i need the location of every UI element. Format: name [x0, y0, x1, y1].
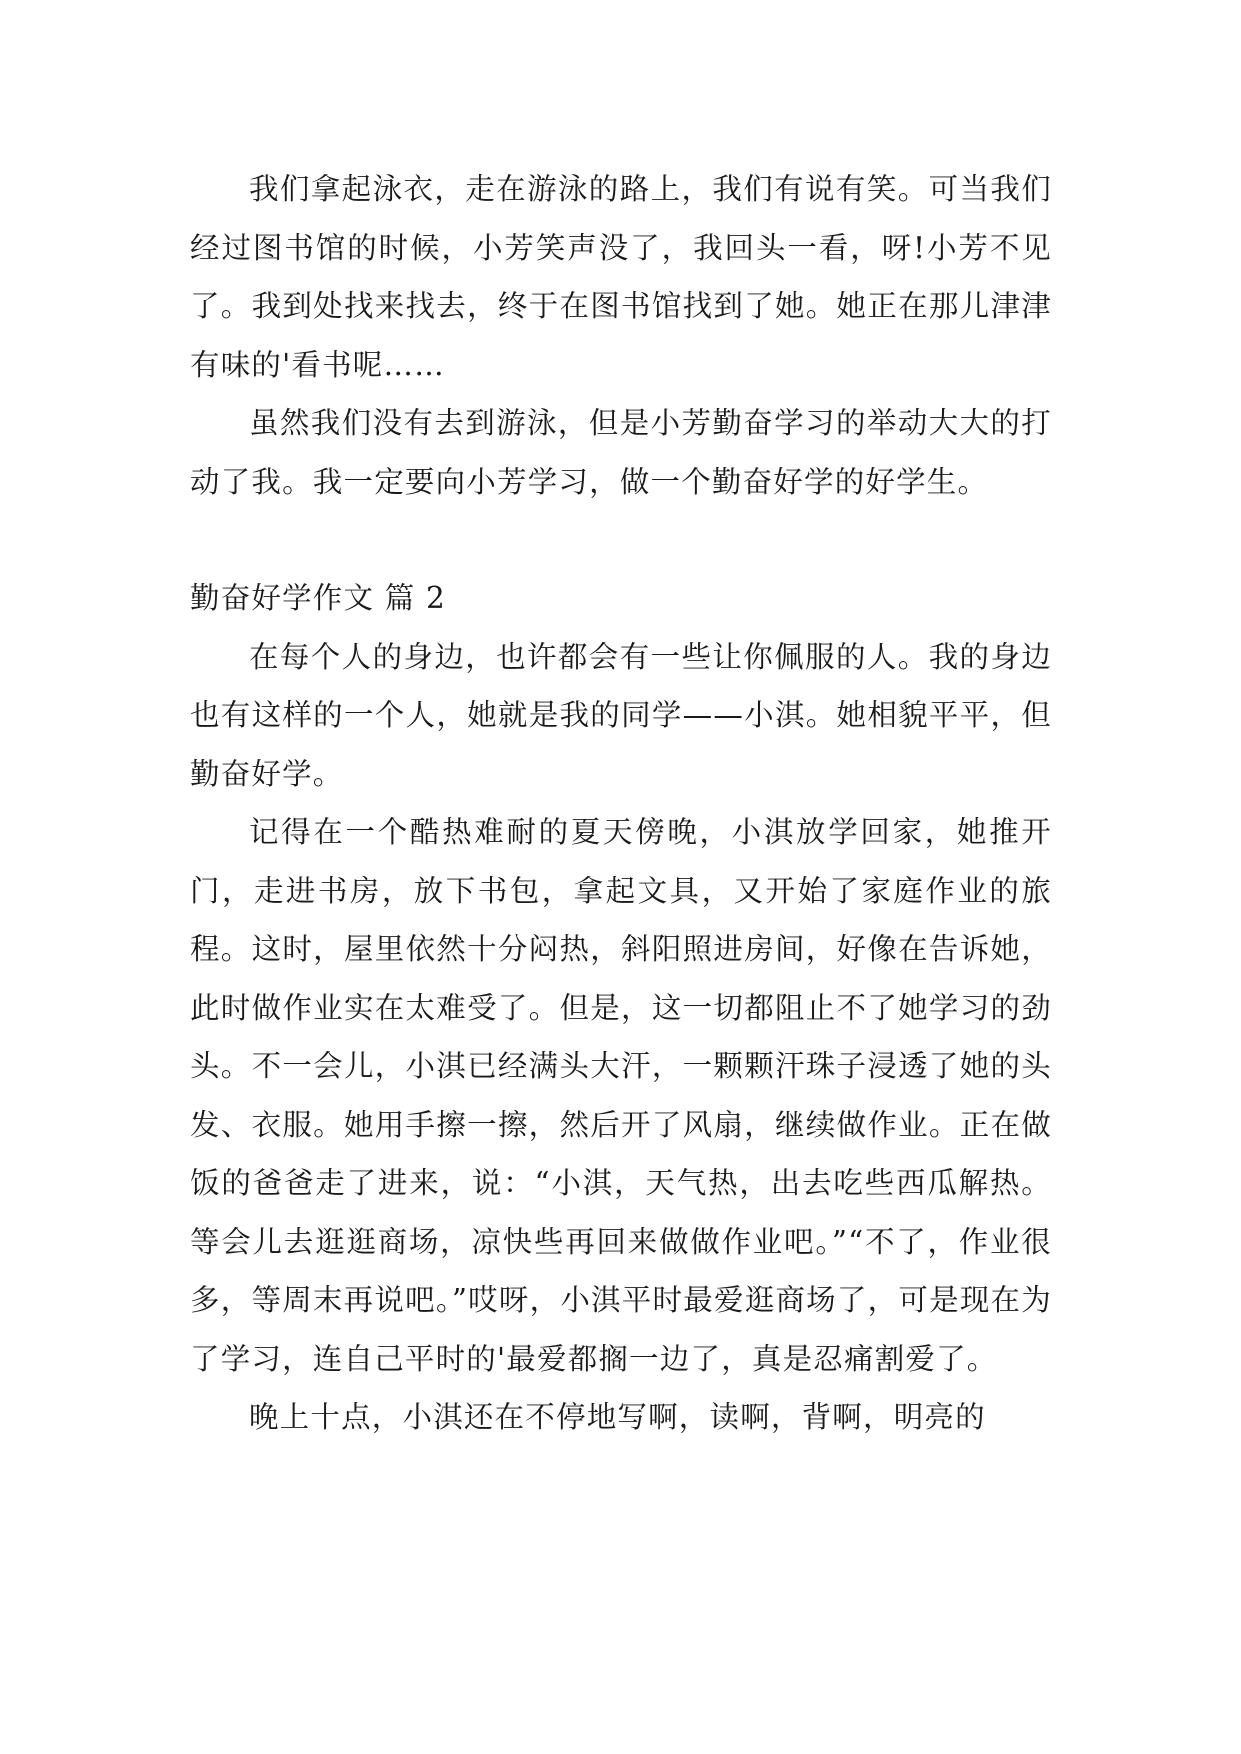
- paragraph-summer-evening: 记得在一个酷热难耐的夏天傍晚，小淇放学回家，她推开门，走进书房，放下书包，拿起文具，又开始了家庭作业的旅程。这时，屋里依然十分闷热，斜阳照进房间，好像在告诉她，此时做作业实在太难受了。但是，这一切都阻止不了她学习的劲头。不一会儿，小淇已经满头大汗，一颗颗汗珠子浸透了她的头发、衣服。她用手擦一擦，然后开了风扇，继续做作业。正在做饭的爸爸走了进来，说：“小淇，天气热，出去吃些西瓜解热。等会儿去逛逛商场，凉快些再回来做做作业吧。”“不了，作业很多，等周末再说吧。”哎呀，小淇平时最爱逛商场了，可是现在为了学习，连自己平时的'最爱都搁一边了，真是忍痛割爱了。: [190, 815, 1052, 1376]
- paragraph-ten-pm: 晚上十点，小淇还在不停地写啊，读啊，背啊，明亮的: [249, 1400, 986, 1434]
- paragraph-conclusion: 虽然我们没有去到游泳，但是小芳勤奋学习的举动大大的打动了我。我一定要向小芳学习，做一个勤奋好学的好学生。: [190, 406, 1052, 499]
- paragraph-intro: 在每个人的身边，也许都会有一些让你佩服的人。我的身边也有这样的一个人，她就是我的同学——小淇。她相貌平平，但勤奋好学。: [190, 639, 1052, 791]
- section-heading: 勤奋好学作文 篇 2: [190, 581, 447, 615]
- section-gap: [190, 511, 1052, 569]
- paragraph-swimming: 我们拿起泳衣，走在游泳的路上，我们有说有笑。可当我们经过图书馆的时候，小芳笑声没了，我回头一看，呀!小芳不见了。我到处找来找去，终于在图书馆找到了她。她正在那儿津津有味的'看书呢……: [190, 172, 1052, 382]
- document-body: [190, 160, 1052, 1447]
